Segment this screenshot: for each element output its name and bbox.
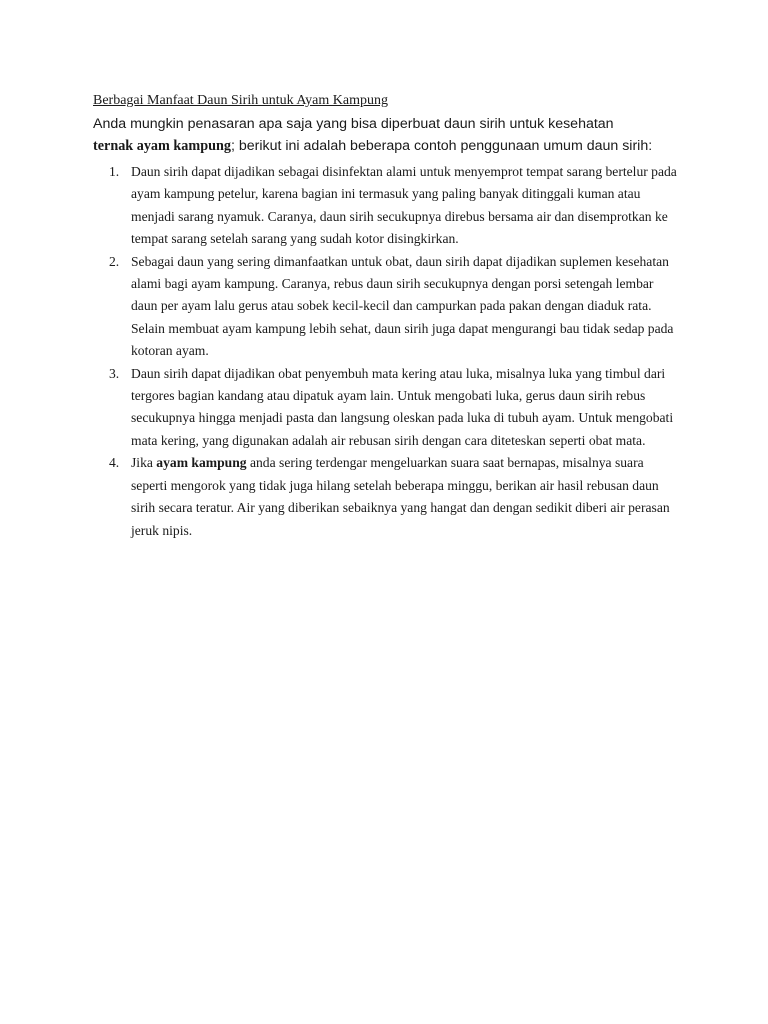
document-page [93,92,693,542]
document-title: Berbagai Manfaat Daun Sirih untuk Ayam Kampung [93,93,388,108]
intro-paragraph [93,114,653,157]
list-item-bold-text: ayam kampung [156,455,247,471]
list-item-text: Sebagai daun yang sering dimanfaatkan untuk obat, daun sirih dapat dijadikan suplemen kesehatan alami bagi ayam kampung. Caranya, rebus daun sirih secukupnya dengan porsi setengah lembar daun per ayam lalu gerus atau sobek kecil-kecil dan campurkan pada pakan dengan diaduk rata. Selain membuat ayam kampung lebih sehat, daun sirih juga dapat mengurangi bau tidak sedap pada kotoran ayam. [131,253,674,359]
list-item-text: Daun sirih dapat dijadikan obat penyembuh mata kering atau luka, misalnya luka yang timbul dari tergores bagian kandang atau dipatuk ayam lain. Untuk mengobati luka, gerus daun sirih rebus secukupnya hingga menjadi pasta dan langsung oleskan pada luka di tubuh ayam. Untuk mengobati mata kering, yang digunakan adalah air rebusan sirih dengan cara diteteskan seperti obat mata. [131,365,674,448]
list-item [93,161,683,251]
list-item-text: Daun sirih dapat dijadikan sebagai disinfektan alami untuk menyemprot tempat sarang bertelur pada ayam kampung petelur, karena bagian ini termasuk yang paling banyak ditinggali kuman atau menjadi sarang nyamuk. Caranya, daun sirih secukupnya direbus bersama air dan disemprotkan ke tempat sarang setelah sarang yang sudah kotor disingkirkan. [131,164,677,247]
list-item-number: 1. [109,164,120,179]
intro-text-after: ; berikut ini adalah beberapa contoh penggunaan umum daun sirih: [230,137,653,154]
intro-bold-link: ternak ayam kampung [93,137,231,154]
list-item [93,251,683,363]
list-item-number: 3. [109,365,120,381]
list-item-text-before: Jika [131,455,157,471]
intro-text-before: Anda mungkin penasaran apa saja yang bisa diperbuat daun sirih untuk kesehatan [93,116,614,132]
benefits-list [93,161,693,542]
list-item-text-after: anda sering terdengar mengeluarkan suara saat bernapas, misalnya suara seperti mengorok yang tidak juga hilang setelah beberapa minggu, berikan air hasil rebusan daun sirih secara teratur. Air yang diberikan sebaiknya yang hangat dan dengan sedikit diberi air perasan jeruk nipis. [131,455,670,538]
list-item-number: 2. [109,253,120,269]
list-item [93,363,683,453]
list-item-number: 4. [109,455,120,471]
list-item [93,452,683,542]
